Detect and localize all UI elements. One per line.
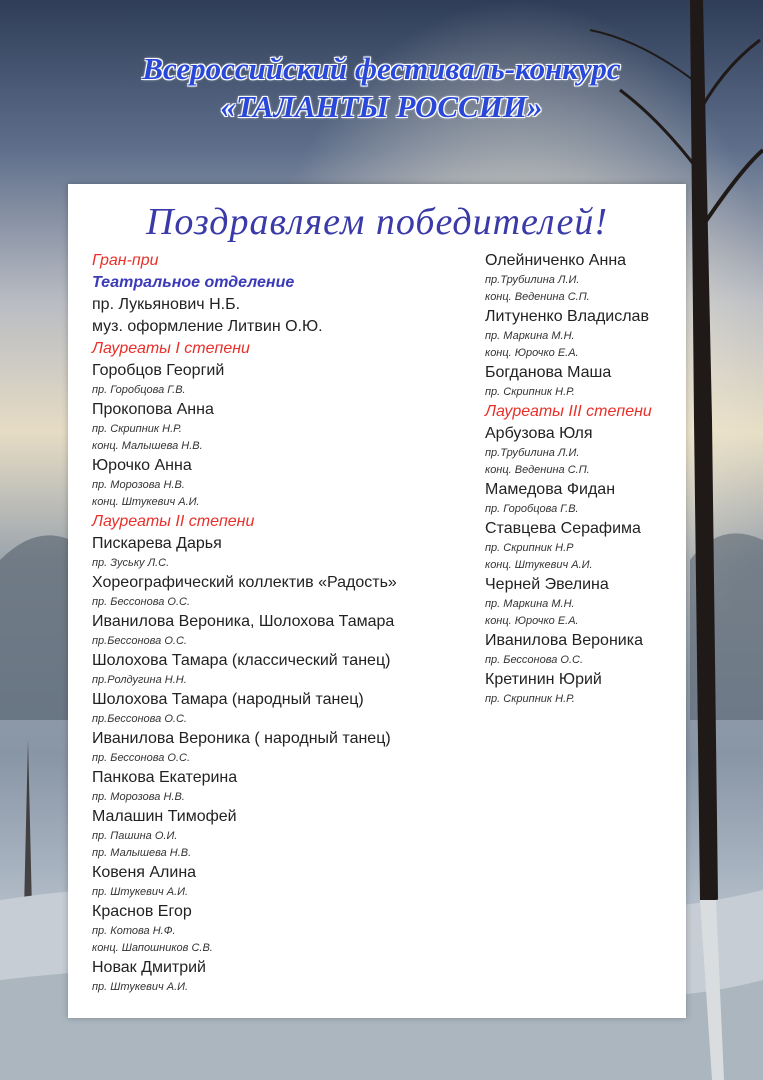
teacher-credit: конц. Штукевич А.И. [485, 559, 593, 571]
header-line-1: Всероссийский фестиваль-конкурс [142, 51, 621, 86]
teacher-credit: пр. Маркина М.Н. [485, 598, 575, 610]
participant-name: Хореографический коллектив «Радость» [92, 574, 397, 591]
department-heading: Театральное отделение [92, 274, 295, 291]
teacher-credit: пр. Котова Н.Ф. [92, 925, 176, 937]
teacher-credit: пр.Трубилина Л.И. [485, 447, 580, 459]
participant-name: Шолохова Тамара (народный танец) [92, 691, 364, 708]
participant-name: Ставцева Серафима [485, 520, 641, 537]
teacher-credit: пр. Горобцова Г.В. [92, 384, 186, 396]
teacher-credit: конц. Шапошников С.В. [92, 942, 213, 954]
festival-header [0, 50, 763, 126]
teacher-credit: пр. Скрипник Н.Р. [485, 386, 575, 398]
participant-name: Панкова Екатерина [92, 769, 238, 786]
participant-name: Прокопова Анна [92, 401, 214, 418]
participant-name: Олейниченко Анна [485, 252, 627, 269]
award-section-heading: Лауреаты III степени [485, 403, 652, 420]
participant-name: Ковеня Алина [92, 864, 197, 881]
teacher-credit: пр. Зуську Л.С. [92, 557, 170, 569]
winners-panel [68, 184, 686, 1018]
participant-name: муз. оформление Литвин О.Ю. [92, 318, 323, 335]
teacher-credit: конц. Веденина С.П. [485, 464, 590, 476]
teacher-credit: конц. Юрочко Е.А. [485, 347, 579, 359]
participant-name: Горобцов Георгий [92, 362, 225, 379]
panel-title: Поздравляем победителей! [145, 201, 609, 243]
teacher-credit: пр.Трубилина Л.И. [485, 274, 580, 286]
award-section-heading: Лауреаты I степени [92, 340, 250, 357]
teacher-credit: пр.Бессонова О.С. [92, 713, 187, 725]
participant-name: Богданова Маша [485, 364, 612, 381]
teacher-credit: пр. Скрипник Н.Р [485, 542, 574, 554]
teacher-credit: пр. Морозова Н.В. [92, 479, 185, 491]
teacher-credit: пр. Бессонова О.С. [92, 752, 191, 764]
teacher-credit: пр. Морозова Н.В. [92, 791, 185, 803]
participant-name: Пискарева Дарья [92, 535, 222, 552]
teacher-credit: пр. Пашина О.И. [92, 830, 178, 842]
participant-name: Черней Эвелина [485, 576, 609, 593]
winners-right-column [485, 250, 685, 708]
award-section-heading: Гран-при [92, 252, 159, 269]
teacher-credit: пр. Штукевич А.И. [92, 981, 189, 993]
teacher-credit: конц. Малышева Н.В. [92, 440, 203, 452]
participant-name: Шолохова Тамара (классический танец) [92, 652, 391, 669]
award-section-heading: Лауреаты II степени [92, 513, 255, 530]
teacher-credit: пр. Бессонова О.С. [92, 596, 191, 608]
participant-name: Кретинин Юрий [485, 671, 602, 688]
teacher-credit: конц. Юрочко Е.А. [485, 615, 579, 627]
teacher-credit: пр. Штукевич А.И. [92, 886, 189, 898]
participant-name: Новак Дмитрий [92, 959, 206, 976]
teacher-credit: пр. Скрипник Н.Р. [485, 693, 575, 705]
teacher-credit: конц. Веденина С.П. [485, 291, 590, 303]
participant-name: Иванилова Вероника [485, 632, 643, 649]
participant-name: Арбузова Юля [485, 425, 593, 442]
participant-name: Юрочко Анна [92, 457, 192, 474]
teacher-credit: пр. Малышева Н.В. [92, 847, 192, 859]
participant-name: Иванилова Вероника, Шолохова Тамара [92, 613, 395, 630]
teacher-credit: пр. Горобцова Г.В. [485, 503, 579, 515]
participant-name: Краснов Егор [92, 903, 192, 920]
teacher-credit: пр. Маркина М.Н. [485, 330, 575, 342]
teacher-credit: пр. Бессонова О.С. [485, 654, 584, 666]
participant-name: пр. Лукьянович Н.Б. [92, 296, 241, 313]
teacher-credit: пр.Ролдугина Н.Н. [92, 674, 187, 686]
teacher-credit: пр.Бессонова О.С. [92, 635, 187, 647]
header-line-2: «ТАЛАНТЫ РОССИИ» [220, 89, 543, 124]
winners-left-column [92, 250, 432, 996]
participant-name: Малашин Тимофей [92, 808, 237, 825]
participant-name: Литуненко Владислав [485, 308, 649, 325]
teacher-credit: конц. Штукевич А.И. [92, 496, 200, 508]
participant-name: Мамедова Фидан [485, 481, 616, 498]
teacher-credit: пр. Скрипник Н.Р. [92, 423, 182, 435]
participant-name: Иванилова Вероника ( народный танец) [92, 730, 391, 747]
